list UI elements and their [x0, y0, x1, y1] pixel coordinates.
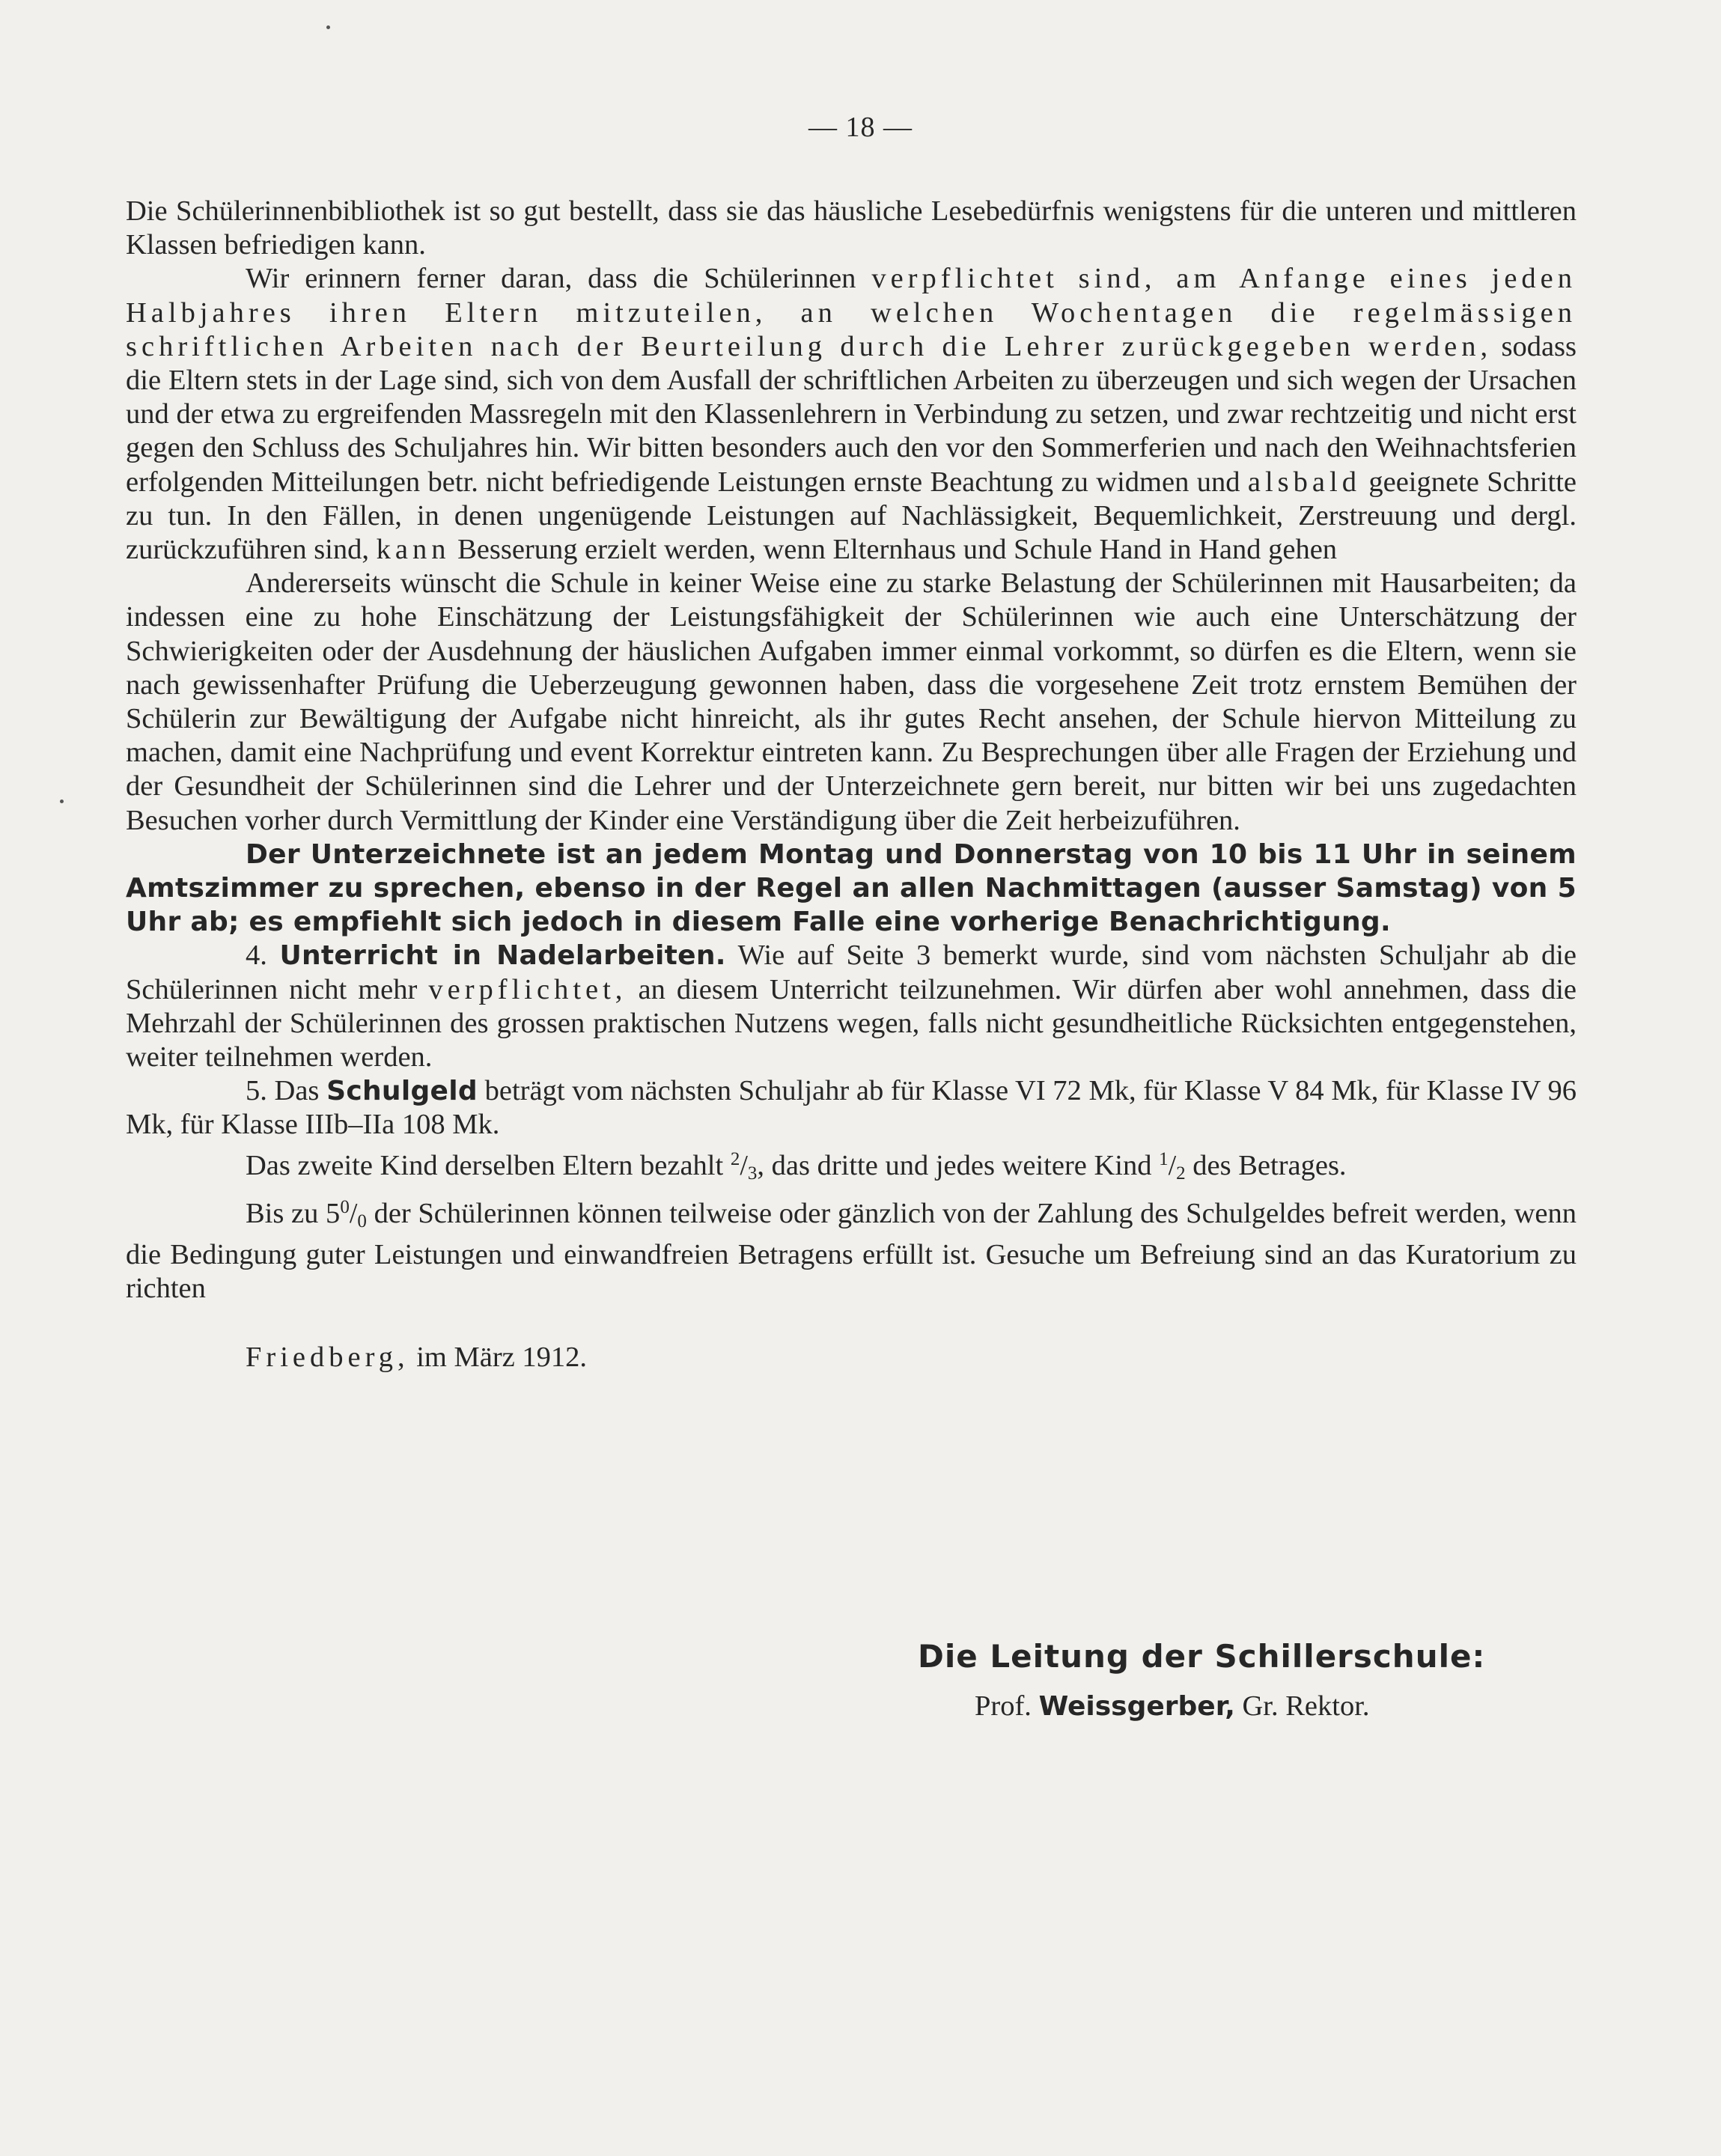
- signature-name-line: [975, 1690, 1577, 1723]
- text-segment: an diesem Unterricht teilzunehmen. Wir dürfen aber wohl annehmen, dass die Mehrzahl der Schülerinnen des grossen praktischen Nutzens wegen, falls nicht gesundheitliche Rücksichten entgegenstehen, weiter teilnehmen werden.: [126, 973, 1577, 1074]
- text-segment: des Betrages.: [1192, 1149, 1347, 1181]
- date-text: im März 1912.: [416, 1341, 587, 1373]
- text-segment: Besserung erzielt werden, wenn Elternhaus und Schule Hand in Hand gehen: [457, 534, 1338, 566]
- paragraph-workload: Andererseits wünscht die Schule in keiner Weise eine zu starke Belastung der Schülerinnen mit Hausarbeiten; da indessen eine zu hohe Einschätzung der Leistungsfähigkeit der Schülerinnen wie auch eine Unterschätzung der Schwierigkeiten oder der Ausdehnung der häuslichen Aufgaben immer einmal vorkommt, so dürfen es die Eltern, wenn sie nach gewissenhafter Prüfung die Ueberzeugung gewonnen haben, dass die vorgesehene Zeit trotz ernstem Bemühen der Schülerin zur Bewältigung der Aufgabe nicht hinreicht, als ihr gutes Recht ansehen, der Schule hiervon Mitteilung zu machen, damit eine Nachprüfung und event Korrektur eintreten kann. Zu Besprechungen über alle Fragen der Erziehung und der Gesundheit der Schülerinnen sind die Lehrer und der Unterzeichnete gern bereit, nur bitten wir bei uns zugedachten Besuchen vorher durch Vermittlung der Kinder eine Verständigung über die Zeit herbeizuführen.: [126, 567, 1577, 836]
- paper-speck: [326, 25, 330, 29]
- place-name: Friedberg,: [246, 1341, 409, 1373]
- text-segment: Bis zu 5: [246, 1197, 341, 1229]
- text-segment: Das zweite Kind derselben Eltern bezahlt: [246, 1149, 724, 1181]
- paper-speck: [60, 800, 64, 803]
- spaced-text: alsbald: [1247, 466, 1361, 498]
- percent-top: 0: [340, 1196, 350, 1217]
- paragraph-homework-notice: [126, 262, 1577, 567]
- fraction-numerator: 1: [1159, 1148, 1169, 1169]
- section-number: 4.: [246, 940, 267, 972]
- percent-sign: $^0/_0$: [340, 1196, 367, 1231]
- paragraph-needlework: [126, 939, 1577, 1074]
- signature-title: Die Leitung der Schillerschule:: [918, 1638, 1486, 1675]
- spaced-text: verpflichtet,: [428, 973, 627, 1005]
- text-segment: , das dritte und jedes weitere Kind: [757, 1149, 1152, 1181]
- paragraph-office-hours: Der Unterzeichnete ist an jedem Montag und Donnerstag von 10 bis 11 Uhr in seinem Amtszimmer zu sprechen, ebenso in der Regel an allen Nachmittagen (ausser Samstag) von 5 Uhr ab; es empfiehlt sich jedoch in diesem Falle eine vorherige Benachrichtigung.: [126, 838, 1577, 938]
- fraction-two-thirds: $^2/_3$: [730, 1148, 758, 1184]
- spaced-text: verpflichtet sind, am Anfange eines jeden Halbjahres ihren Eltern mitzuteilen, an welchen Wochentagen die regelmässigen schriftlichen Arbeiten nach der Beurteilung durch die Lehrer zurückgegeben werden,: [126, 263, 1577, 362]
- paragraph-library: Die Schülerinnenbibliothek ist so gut bestellt, dass sie das häusliche Lesebedürfnis wenigstens für die unteren und mittleren Klassen befriedigen kann.: [126, 195, 1577, 261]
- text-segment: sodass die Eltern stets in der Lage sind, sich von dem Ausfall der schriftlichen Arbeiten zu überzeugen und sich wegen der Ursachen und der etwa zu ergreifenden Massregeln mit den Klassenlehrern in Verbindung zu setzen, und zwar rechtzeitig und nicht erst gegen den Schluss des Schuljahres hin. Wir bitten besonders auch den vor den Sommerferien und nach den Weihnachtsferien erfolgenden Mitteilungen betr. nicht befriedigende Leistungen ernste Beachtung zu widmen und: [126, 330, 1577, 498]
- text-segment: 5. Das: [246, 1075, 320, 1107]
- text-segment: beträgt vom nächsten Schuljahr ab für Klasse VI 72 Mk, für Klasse V 84 Mk, für Klasse IV 96 Mk, für Klasse IIIb–IIa 108 Mk.: [126, 1075, 1577, 1141]
- page-number: — 18 —: [808, 112, 913, 143]
- signature-block: [918, 1638, 1577, 1723]
- fraction-numerator: 2: [730, 1148, 740, 1169]
- signature-name: Weissgerber,: [1038, 1691, 1235, 1722]
- paragraph-siblings: [126, 1142, 1577, 1190]
- body-text: [126, 195, 1577, 1374]
- fraction-one-half: $^1/_2$: [1159, 1148, 1186, 1184]
- spaced-text: kann: [376, 534, 451, 566]
- fraction-denominator: 3: [747, 1163, 758, 1184]
- bold-term: Schulgeld: [326, 1076, 478, 1107]
- section-heading: Unterricht in Nadelarbeiten.: [279, 940, 726, 972]
- text-segment: der Schülerinnen können teilweise oder gänzlich von der Zahlung des Schulgeldes befreit werden, wenn die Bedingung guter Leistungen und einwandfreien Betragens erfüllt ist. Gesuche um Befreiung sind an das Kuratorium zu richten: [126, 1197, 1577, 1305]
- paragraph-school-fees: [126, 1074, 1577, 1142]
- percent-bottom: 0: [357, 1211, 367, 1231]
- paragraph-exemption: [126, 1190, 1577, 1306]
- text-segment: geeignete Schritte zu tun. In den Fällen, in denen ungenügende Leistungen auf Nachlässigkeit, Bequemlichkeit, Zerstreuung und dergl. zurückzuführen sind,: [126, 466, 1577, 566]
- text-segment: Wie auf Seite 3 bemerkt wurde, sind vom nächsten Schuljahr ab die Schülerinnen nicht mehr: [126, 940, 1577, 1005]
- signature-prefix: Prof.: [975, 1690, 1032, 1722]
- fraction-denominator: 2: [1176, 1163, 1186, 1184]
- paragraph-place-date: [126, 1341, 1577, 1374]
- signature-suffix: Gr. Rektor.: [1242, 1690, 1370, 1722]
- text-segment: Wir erinnern ferner daran, dass die Schülerinnen: [246, 263, 856, 295]
